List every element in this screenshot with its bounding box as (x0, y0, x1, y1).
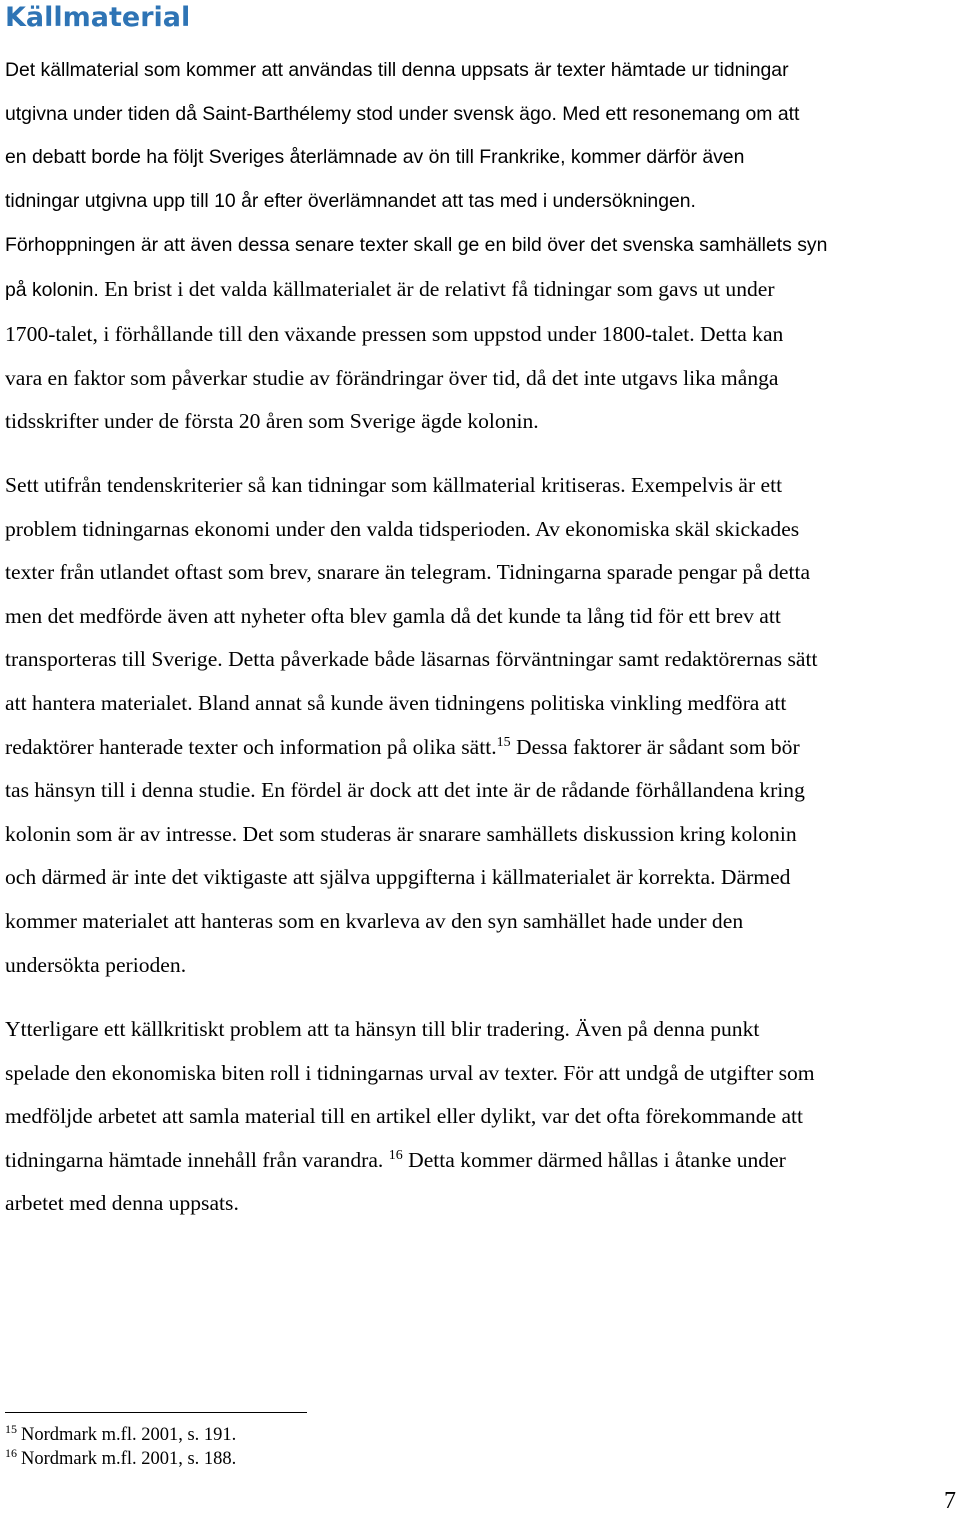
text-line: kolonin som är av intresse. Det som studeras är snarare samhällets diskussion kring kolonin (5, 821, 797, 846)
text-line: att hantera materialet. Bland annat så kunde även tidningens politiska vinkling medföra att (5, 690, 787, 715)
footnote-text: Nordmark m.fl. 2001, s. 191. (21, 1425, 237, 1445)
text-line: utgivna under tiden då Saint-Barthélemy stod under svensk ägo. Med ett resonemang om att (5, 102, 800, 125)
footnote-number: 16 (5, 1446, 17, 1460)
footnotes (5, 1423, 236, 1471)
text-line: Sett utifrån tendenskriterier så kan tidningar som källmaterial kritiseras. Exempelvis är ett (5, 473, 783, 497)
text-line: tidningar utgivna upp till 10 år efter överlämnandet att tas med i undersökningen. (5, 189, 696, 212)
footnote-15 (5, 1423, 236, 1447)
text-line-with-footnote-ref (5, 1139, 815, 1183)
text-span: Dessa faktorer är sådant som bör (510, 734, 800, 759)
footnote-16 (5, 1447, 236, 1471)
text-line: problem tidningarnas ekonomi under den valda tidsperioden. Av ekonomiska skäl skickades (5, 516, 800, 541)
text-line: spelade den ekonomiska biten roll i tidningarnas urval av texter. För att undgå de utgifter som (5, 1060, 815, 1085)
text-line: kommer materialet att hanteras som en kvarleva av den syn samhället hade under den (5, 908, 744, 933)
footnote-separator (5, 1412, 307, 1413)
paragraph-2 (5, 464, 817, 987)
text-line: och därmed är inte det viktigaste att själva uppgifterna i källmaterialet är korrekta. Därmed (5, 865, 791, 890)
text-line: texter från utlandet oftast som brev, snarare än telegram. Tidningarna sparade pengar på detta (5, 560, 811, 585)
text-line: transporteras till Sverige. Detta påverkade både läsarnas förväntningar samt redaktörernas sätt (5, 647, 818, 672)
text-line: tas hänsyn till i denna studie. En fördel är dock att det inte är de rådande förhållandena kring (5, 778, 805, 803)
text-span: på kolonin. (5, 278, 99, 301)
text-line: men det medförde även att nyheter ofta blev gamla då det kunde ta lång tid för ett brev att (5, 603, 781, 628)
paragraph-3 (5, 1008, 815, 1226)
text-line: undersökta perioden. (5, 952, 187, 977)
text-line: arbetet med denna uppsats. (5, 1191, 239, 1216)
paragraph-1-sans (5, 49, 799, 223)
text-span: En brist i det valda källmaterialet är de relativt få tidningar som gavs ut under (98, 276, 775, 301)
text-line: 1700-talet, i förhållande till den växande pressen som uppstod under 1800-talet. Detta kan (5, 322, 784, 347)
text-line-mixed (5, 268, 827, 314)
text-line: tidsskrifter under de första 20 åren som Sverige ägde kolonin. (5, 409, 539, 434)
section-heading: Källmaterial (5, 2, 191, 33)
text-line-with-footnote-ref (5, 726, 817, 770)
text-span: redaktörer hanterade texter och information på olika sätt. (5, 734, 497, 759)
footnote-text: Nordmark m.fl. 2001, s. 188. (21, 1449, 237, 1469)
page-number: 7 (944, 1488, 956, 1514)
text-span: tidningarna hämtade innehåll från varandra. (5, 1147, 389, 1172)
text-line: Förhoppningen är att även dessa senare texter skall ge en bild över det svenska samhällets syn (5, 234, 828, 256)
text-line: medföljde arbetet att samla material till en artikel eller dylikt, var det ofta förekommande att (5, 1104, 804, 1129)
text-line: Det källmaterial som kommer att användas till denna uppsats är texter hämtade ur tidningar (5, 59, 789, 81)
text-line: vara en faktor som påverkar studie av förändringar över tid, då det inte utgavs lika många (5, 365, 779, 390)
footnote-reference[interactable]: 16 (388, 1147, 403, 1163)
text-line: Ytterligare ett källkritiskt problem att ta hänsyn till blir tradering. Även på denna punkt (5, 1017, 760, 1041)
paragraph-1-continued (5, 224, 827, 444)
footnote-number: 15 (5, 1422, 17, 1436)
footnote-reference[interactable]: 15 (496, 734, 511, 750)
text-line: en debatt borde ha följt Sveriges återlämnade av ön till Frankrike, kommer därför även (5, 146, 745, 169)
text-span: Detta kommer därmed hållas i åtanke under (402, 1147, 786, 1172)
